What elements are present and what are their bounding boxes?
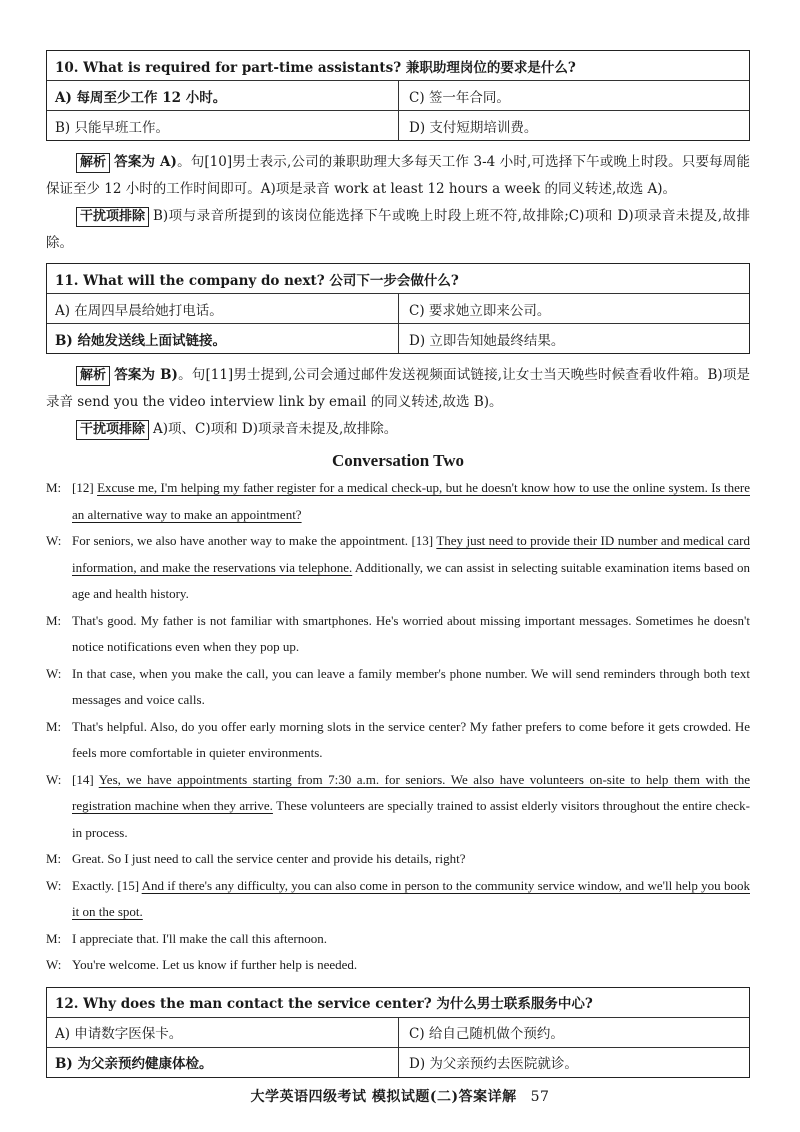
q12-option-c: C) 给自己随机做个预约。 (398, 1018, 749, 1047)
footer-title: 大学英语四级考试 模拟试题(二)答案详解 (250, 1089, 517, 1105)
question-11-text: 11. What will the company do next? 公司下一步会做什么? (55, 272, 459, 289)
distractor-tag: 干扰项排除 (76, 207, 149, 227)
page-content (46, 50, 750, 1078)
q11-option-a: A) 在周四早晨给她打电话。 (55, 302, 223, 319)
q10-option-c: C) 签一年合同。 (398, 81, 749, 110)
speaker-label: M: (46, 930, 62, 946)
page-number: 57 (530, 1089, 550, 1105)
q11-option-c: C) 要求她立即来公司。 (398, 294, 749, 323)
q10-option-b: B) 只能早班工作。 (55, 119, 169, 136)
conversation-line (46, 661, 750, 714)
conversation-line (46, 608, 750, 661)
key-sentence: And if there's any difficulty, you can also come in person to the community service window, and we'll help you book it on the spot. (72, 877, 750, 919)
q11-analysis (46, 362, 750, 416)
q10-analysis (46, 149, 750, 203)
q11-answer: 答案为 B) (114, 367, 178, 383)
line-text: That's helpful. Also, do you offer early morning slots in the service center? My father prefers to come before it gets crowded. He feels more comfortable in quieter environments. (72, 718, 750, 760)
question-12-table (46, 987, 750, 1078)
q12-option-d: D) 为父亲预约去医院就诊。 (398, 1048, 749, 1077)
key-sentence: Excuse me, I'm helping my father register for a medical check-up, but he doesn't know how to use the online system. Is there an alternative way to make an appointment? (72, 480, 750, 522)
line-text: Great. So I just need to call the service center and provide his details, right? (72, 851, 466, 866)
conversation-line (46, 767, 750, 847)
line-text: [14] (72, 771, 99, 787)
conversation-line (46, 528, 750, 608)
speaker-label: W: (46, 771, 62, 787)
q12-option-a: A) 申请数字医保卡。 (55, 1026, 183, 1042)
speaker-label: W: (46, 533, 62, 548)
line-text: In that case, when you make the call, you can leave a family member's phone number. We will send reminders through both text messages and voice calls. (72, 665, 750, 707)
conversation-title: Conversation Two (331, 451, 465, 470)
q11-analysis-text: 。句[11]男士提到,公司会通过邮件发送视频面试链接,让女士当天晚些时候查看收件箱。B)项是录音 send you the video interview link by email 的同义转述,故选 B)。 (46, 367, 750, 410)
conversation-line (46, 873, 750, 926)
question-12-text: 12. Why does the man contact the service center? 为什么男士联系服务中心? (55, 996, 593, 1012)
speaker-label: M: (46, 718, 62, 734)
conversation-line (46, 846, 750, 873)
page-footer (0, 1086, 800, 1106)
line-text: That's good. My father is not familiar with smartphones. He's worried about missing important messages. Sometimes he doesn't notice notifications even when they pop up. (72, 612, 750, 654)
line-text: [12] (72, 480, 98, 495)
speaker-label: M: (46, 851, 62, 866)
distractor-tag: 干扰项排除 (76, 420, 149, 440)
q10-option-a: A) 每周至少工作 12 小时。 (55, 89, 227, 106)
question-10-text: 10. What is required for part-time assistants? 兼职助理岗位的要求是什么? (55, 59, 576, 76)
q11-distractor-text: A)项、C)项和 D)项录音未提及,故排除。 (153, 421, 398, 437)
speaker-label: W: (46, 665, 62, 681)
key-sentence: They just need to provide their ID number and medical card information, and make the reservations via telephone. (72, 533, 750, 575)
conversation-line (46, 926, 750, 953)
q11-distractor (46, 416, 750, 443)
analysis-tag: 解析 (76, 366, 110, 386)
q11-option-d: D) 立即告知她最终结果。 (398, 324, 749, 353)
line-text: Exactly. [15] (72, 877, 142, 893)
q10-option-d: D) 支付短期培训费。 (398, 111, 749, 140)
conversation-transcript (46, 475, 750, 979)
line-text: These volunteers are specially trained to assist elderly visitors throughout the entire check-in process. (72, 798, 750, 840)
key-sentence: Yes, we have appointments starting from 7:30 a.m. for seniors. We also have volunteers on-site to help them with the registration machine when they arrive. (72, 771, 750, 813)
q10-answer: 答案为 A) (114, 154, 177, 170)
question-10-table (46, 50, 750, 141)
conversation-line (46, 475, 750, 528)
speaker-label: W: (46, 877, 62, 893)
speaker-label: W: (46, 957, 62, 972)
analysis-tag: 解析 (76, 153, 110, 173)
q10-analysis-text: 。句[10]男士表示,公司的兼职助理大多每天工作 3-4 小时,可选择下午或晚上时段。只要每周能保证至少 12 小时的工作时间即可。A)项是录音 work at least 12 hours a week 的同义转述,故选 A)。 (46, 154, 751, 197)
line-text: For seniors, we also have another way to make the appointment. [13] (72, 533, 437, 548)
line-text: Additionally, we can assist in selecting suitable examination items based on age and health history. (72, 559, 751, 601)
q11-option-b: B) 给她发送线上面试链接。 (55, 332, 226, 349)
conversation-line (46, 714, 750, 767)
line-text: You're welcome. Let us know if further help is needed. (72, 957, 358, 972)
q12-option-b: B) 为父亲预约健康体检。 (55, 1056, 213, 1072)
speaker-label: M: (46, 480, 62, 495)
line-text: I appreciate that. I'll make the call this afternoon. (72, 930, 328, 946)
conversation-line (46, 952, 750, 979)
q10-distractor (46, 203, 750, 257)
speaker-label: M: (46, 612, 62, 628)
question-11-table (46, 263, 750, 354)
q10-distractor-text: B)项与录音所提到的该岗位能选择下午或晚上时段上班不符,故排除;C)项和 D)项录音未提及,故排除。 (46, 208, 750, 251)
